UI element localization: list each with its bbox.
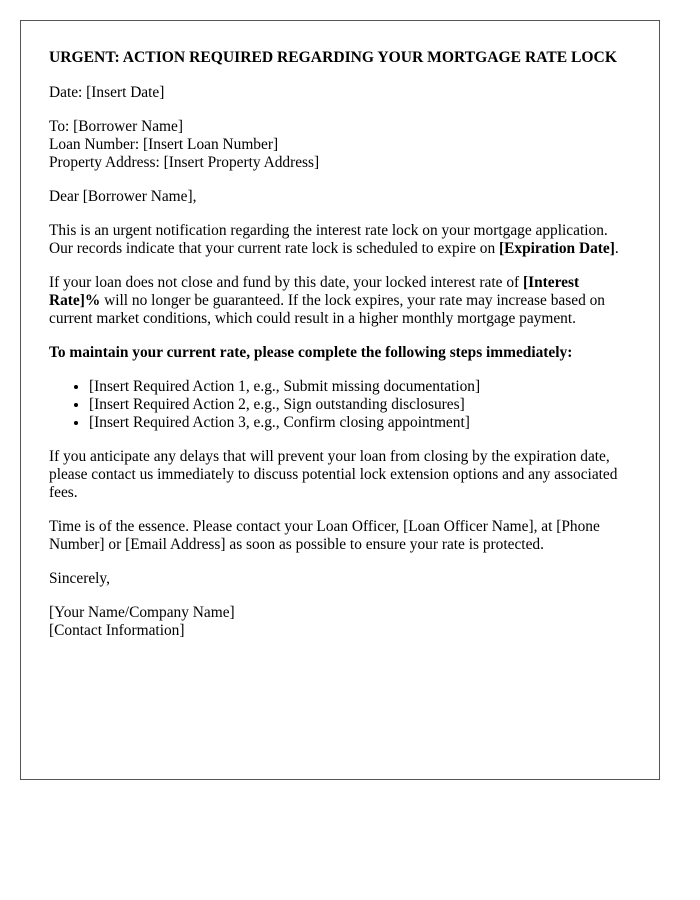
letter-document bbox=[20, 20, 660, 780]
salutation: Dear [Borrower Name], bbox=[49, 188, 197, 205]
steps-list bbox=[49, 378, 631, 432]
paragraph-expiration bbox=[49, 222, 631, 258]
paragraph-interest-rate bbox=[49, 274, 631, 328]
letter-title: URGENT: ACTION REQUIRED REGARDING YOUR MORTGAGE RATE LOCK bbox=[49, 49, 617, 66]
property-address: Property Address: [Insert Property Address] bbox=[49, 154, 320, 171]
interest-rate-placeholder: [Interest Rate]% bbox=[49, 274, 580, 309]
closing: Sincerely, bbox=[49, 570, 110, 587]
loan-number: Loan Number: [Insert Loan Number] bbox=[49, 136, 279, 153]
paragraph-interest-rate-text-b: will no longer be guaranteed. If the lock expires, your rate may increase based on current market conditions, which could result in a higher monthly mortgage payment. bbox=[49, 292, 606, 327]
paragraph-expiration-end: . bbox=[614, 240, 619, 257]
recipient-to: To: [Borrower Name] bbox=[49, 118, 183, 135]
list-item: • [Insert Required Action 1, e.g., Submit missing documentation] bbox=[89, 378, 631, 396]
expiration-date-placeholder: [Expiration Date] bbox=[499, 240, 615, 257]
paragraph-delays: If you anticipate any delays that will prevent your loan from closing by the expiration date, please contact us immediately to discuss potential lock extension options and any associated fees. bbox=[49, 448, 618, 501]
paragraph-interest-rate-text-a: If your loan does not close and fund by this date, your locked interest rate of bbox=[49, 274, 523, 291]
signature-name: [Your Name/Company Name] bbox=[49, 604, 235, 621]
steps-heading: To maintain your current rate, please complete the following steps immediately: bbox=[49, 344, 573, 361]
paragraph-expiration-text: This is an urgent notification regarding the interest rate lock on your mortgage application. Our records indicate that your current rate lock is scheduled to expire on bbox=[49, 222, 608, 257]
recipient-block bbox=[49, 118, 631, 172]
signature-block bbox=[49, 604, 631, 640]
list-item: • [Insert Required Action 2, e.g., Sign outstanding disclosures] bbox=[89, 396, 631, 414]
list-item: • [Insert Required Action 3, e.g., Confirm closing appointment] bbox=[89, 414, 631, 432]
paragraph-contact: Time is of the essence. Please contact your Loan Officer, [Loan Officer Name], at [Phone Number] or [Email Address] as soon as possible to ensure your rate is protected. bbox=[49, 518, 600, 553]
signature-contact: [Contact Information] bbox=[49, 622, 185, 639]
date-line: Date: [Insert Date] bbox=[49, 84, 165, 101]
